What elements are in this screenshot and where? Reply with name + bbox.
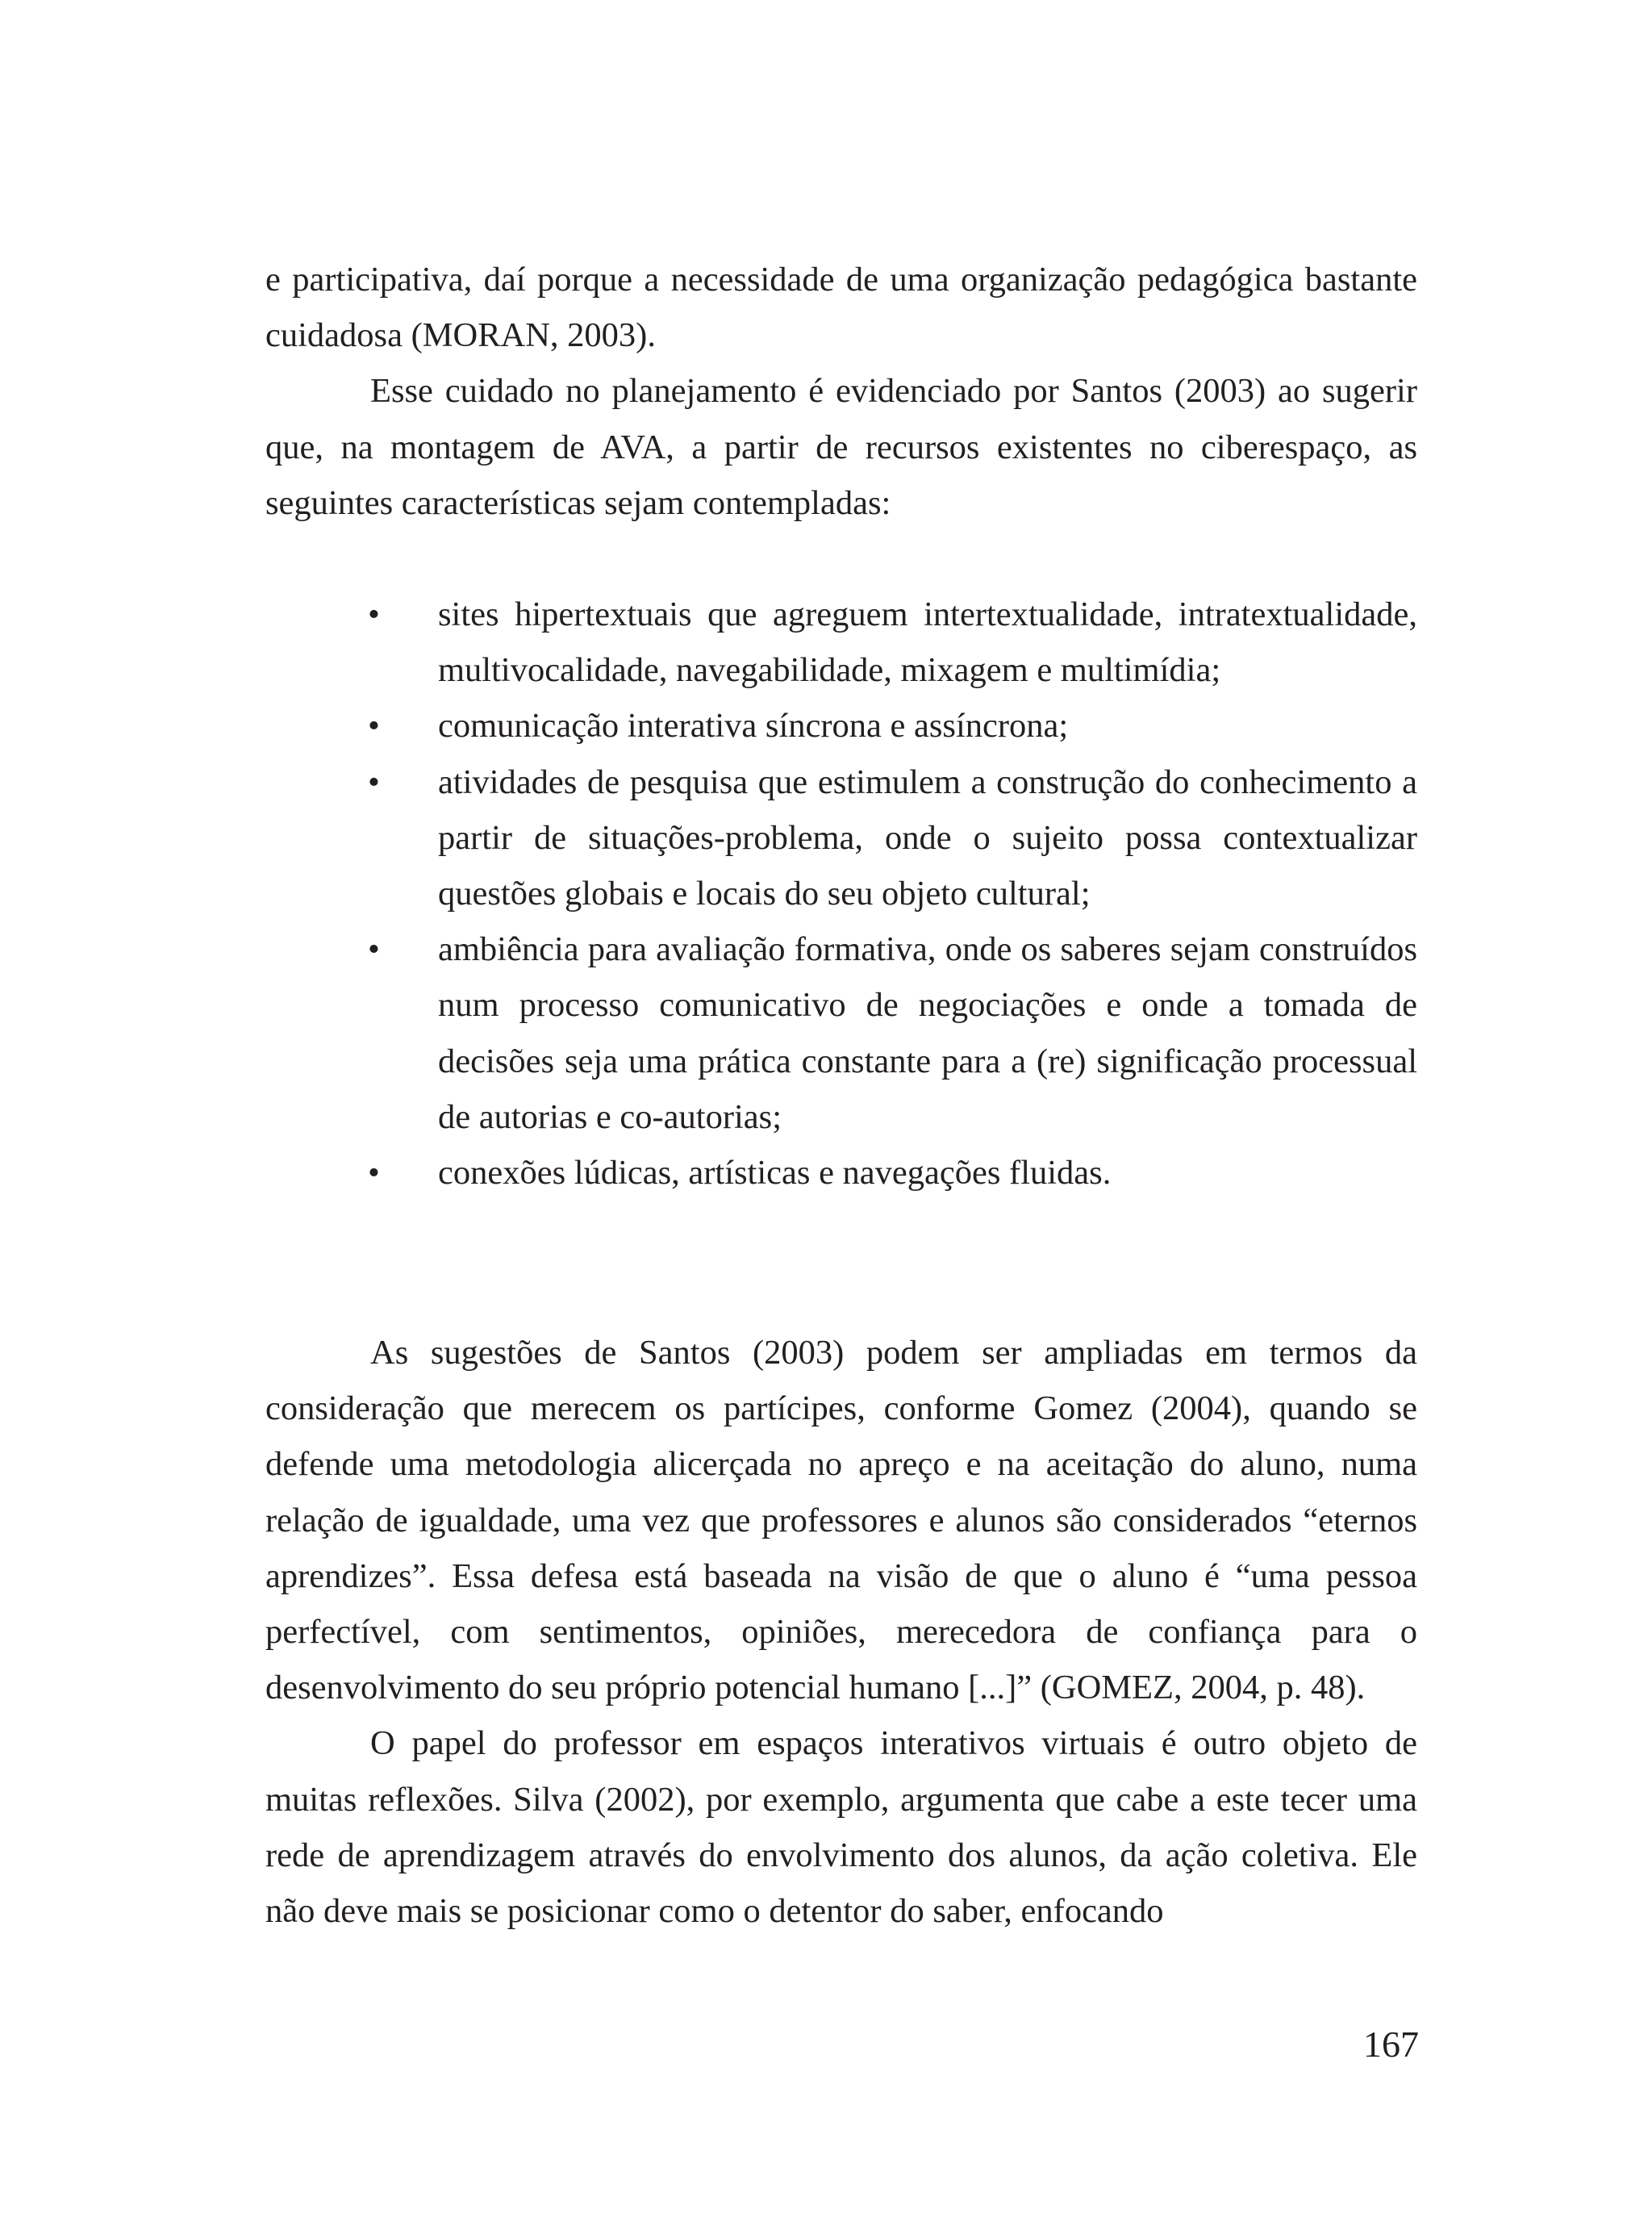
bullet-icon: • — [368, 762, 380, 801]
list-item-text: conexões lúdicas, artísticas e navegações fluidas. — [438, 1154, 1112, 1193]
intro-paragraph: e participativa, daí porque a necessidade de uma organização pedagógica bastante cuidadosa (MORAN, 2003). — [265, 261, 1417, 355]
list-item — [265, 921, 1417, 1145]
bullet-icon: • — [368, 707, 380, 746]
third-paragraph: As sugestões de Santos (2003) podem ser ampliadas em termos da consideração que merecem os partícipes, conforme Gomez (2004), quando se defende uma metodologia alicerçada no apreço e na aceitação do aluno, numa relação de igualdade, uma vez que professores e alunos são considerados “eternos aprendizes”. Essa defesa está baseada na visão de que o aluno é “uma pessoa perfectível, com sentimentos, opiniões, merecedora de confiança para o desenvolvimento do seu próprio potencial humano [...]” (GOMEZ, 2004, p. 48). — [265, 1334, 1417, 1707]
list-item-text: ambiência para avaliação formativa, onde os saberes sejam construídos num processo comunicativo de negociações e onde a tomada de decisões seja uma prática constante para a (re) significação processual de autorias e co-autorias; — [438, 930, 1417, 1136]
intro-section — [265, 252, 1417, 531]
page-number: 167 — [1363, 2024, 1419, 2065]
list-item — [265, 754, 1417, 922]
characteristics-list — [265, 587, 1417, 1201]
list-item-text: atividades de pesquisa que estimulem a construção do conhecimento a partir de situações-problema, onde o sujeito possa contextualizar questões globais e locais do seu objeto cultural; — [438, 762, 1417, 913]
fourth-paragraph: O papel do professor em espaços interativos virtuais é outro objeto de muitas reflexões. Silva (2002), por exemplo, argumenta que cabe a este tecer uma rede de aprendizagem através do envolvimento dos alunos, da ação coletiva. Ele não deve mais se posicionar como o detentor do saber, enfocando — [265, 1724, 1417, 1931]
list-item — [265, 587, 1417, 698]
list-item-text: sites hipertextuais que agreguem intertextualidade, intratextualidade, multivocalidade, navegabilidade, mixagem e multimídia; — [438, 595, 1417, 690]
list-item-text: comunicação interativa síncrona e assíncrona; — [438, 707, 1069, 746]
list-item — [265, 1145, 1417, 1201]
bullet-icon: • — [368, 930, 380, 969]
second-paragraph: Esse cuidado no planejamento é evidenciado por Santos (2003) ao sugerir que, na montagem de AVA, a partir de recursos existentes no ciberespaço, as seguintes características sejam contempladas: — [265, 372, 1417, 522]
bullet-icon: • — [368, 595, 380, 633]
body-section — [265, 1325, 1417, 1939]
bullet-icon: • — [368, 1154, 380, 1193]
list-item — [265, 698, 1417, 754]
